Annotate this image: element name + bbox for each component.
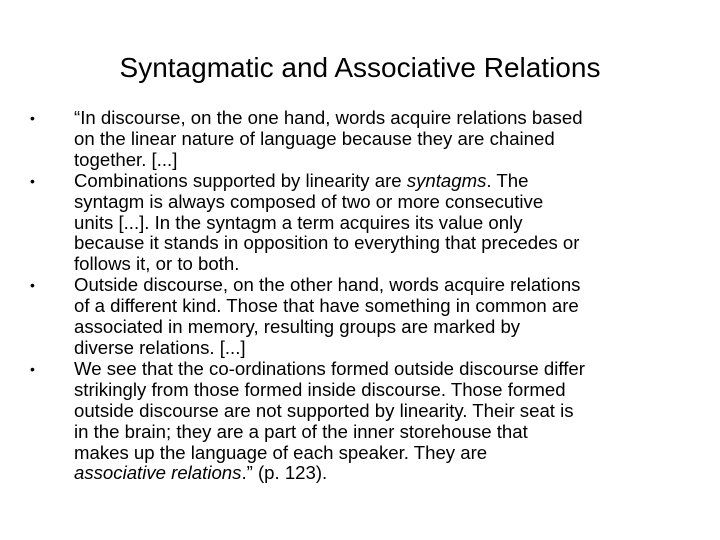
text-segment: .” (p. 123).	[241, 462, 328, 484]
bullet-text-line	[74, 150, 694, 171]
bullet-marker: •	[30, 110, 35, 126]
text-segment: outside discourse are not supported by linearity. Their seat is	[74, 399, 574, 421]
text-segment: follows it, or to both.	[74, 253, 240, 275]
bullet-text	[74, 108, 694, 171]
text-segment: Outside discourse, on the other hand, words acquire relations	[74, 274, 581, 296]
text-segment: makes up the language of each speaker. They are	[74, 441, 488, 463]
text-segment: together. [...]	[74, 148, 178, 170]
bullet-list	[0, 108, 720, 484]
text-segment: We see that the co-ordinations formed outside discourse differ	[74, 357, 585, 379]
text-segment: associated in memory, resulting groups are marked by	[74, 316, 521, 338]
bullet-text	[74, 171, 694, 276]
bullet-text-line	[74, 338, 694, 359]
text-segment: of a different kind. Those that have something in common are	[74, 295, 579, 317]
text-segment: diverse relations. [...]	[74, 336, 246, 358]
bullet-text-line	[74, 422, 694, 443]
bullet-text-line	[74, 317, 694, 338]
text-segment: Combinations supported by linearity are	[74, 169, 407, 191]
bullet-text-line	[74, 275, 694, 296]
bullet-item	[0, 359, 720, 484]
slide-title: Syntagmatic and Associative Relations	[119, 52, 601, 83]
bullet-text	[74, 359, 694, 484]
text-segment: because it stands in opposition to everything that precedes or	[74, 232, 580, 254]
text-segment: “In discourse, on the one hand, words acquire relations based	[74, 107, 583, 128]
bullet-text-line	[74, 296, 694, 317]
bullet-marker: •	[30, 172, 35, 189]
bullet-text-line	[74, 463, 694, 484]
emphasized-term: syntagms	[406, 169, 487, 191]
bullet-text-line	[74, 254, 694, 275]
bullet-marker: •	[30, 277, 35, 294]
bullet-text-line	[74, 359, 694, 380]
bullet-text-line	[74, 108, 694, 129]
bullet-text-line	[74, 380, 694, 401]
text-segment: . The	[486, 169, 529, 191]
bullet-item	[0, 108, 720, 171]
text-segment: in the brain; they are a part of the inner storehouse that	[74, 420, 528, 442]
bullet-item	[0, 275, 720, 359]
bullet-text-line	[74, 443, 694, 464]
text-segment: on the linear nature of language because they are chained	[74, 127, 555, 149]
bullet-text-line	[74, 401, 694, 422]
bullet-text-line	[74, 213, 694, 234]
bullet-item	[0, 171, 720, 276]
bullet-text-line	[74, 192, 694, 213]
text-segment: syntagm is always composed of two or more consecutive	[74, 190, 544, 212]
bullet-text-line	[74, 233, 694, 254]
bullet-marker: •	[30, 360, 35, 377]
bullet-text-line	[74, 171, 694, 192]
emphasized-term: associative relations	[74, 462, 242, 484]
bullet-text-line	[74, 129, 694, 150]
text-segment: strikingly from those formed inside discourse. Those formed	[74, 378, 566, 400]
text-segment: units [...]. In the syntagm a term acquires its value only	[74, 211, 523, 233]
bullet-text	[74, 275, 694, 359]
